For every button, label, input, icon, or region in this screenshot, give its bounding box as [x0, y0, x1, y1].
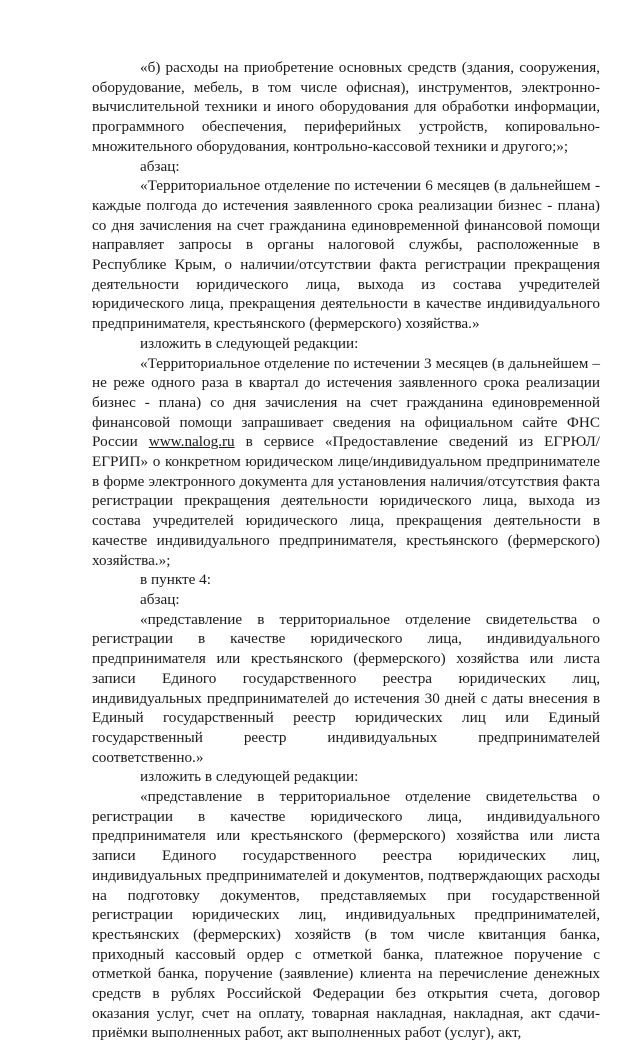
- paragraph-point-4: в пункте 4:: [140, 571, 211, 589]
- paragraph-old-registration: «представление в территориальное отделение свидетельства о регистрации в качестве юридического лица, индивидуального предпринимателя или крестьянского (фермерского) хозяйства или листа записи Единого государственного реестра юридических лиц, индивидуальных предпринимателей до истечения 30 дней с даты внесения в Единый государственный реестр юридических лиц или Единый государственный реестр индивидуальных предпринимателей соответственно.»: [92, 610, 600, 766]
- paragraph-new-3-months: [92, 354, 600, 571]
- paragraph-edit-instruction-1: изложить в следующей редакции:: [140, 334, 359, 352]
- nalog-link[interactable]: www.nalog.ru: [148, 433, 235, 451]
- paragraph-old-6-months: «Территориальное отделение по истечении 6 месяцев (в дальнейшем - каждые полгода до истечения заявленного срока реализации бизнес - плана) со дня зачисления на счет гражданина единовременной финансовой помощи направляет запросы в органы налоговой службы, расположенные в Республике Крым, о наличии/отсутствии факта регистрации прекращения деятельности юридического лица, выхода из состава учредителей юридического лица, прекращения деятельности в качестве индивидуального предпринимателя, крестьянского (фермерского) хозяйства.»: [92, 177, 600, 333]
- paragraph-abzac-2: абзац:: [140, 590, 180, 608]
- document-body: [92, 58, 600, 1043]
- paragraph-expenses: «б) расходы на приобретение основных средств (здания, сооружения, оборудование, мебель, в том числе офисная), инструментов, электронно-вычислительной техники и иного оборудования для обработки информации, программного обеспечения, периферийных устройств, копировально-множительного оборудования, контрольно-кассовой техники и другого;»;: [92, 59, 600, 155]
- paragraph-abzac-1: абзац:: [140, 157, 180, 175]
- para5-text-after-link: в сервисе «Предоставление сведений из ЕГРЮЛ/ЕГРИП» о конкретном юридическом лице/индивидуальном предпринимателе в форме электронного документа для установления наличия/отсутствия факта регистрации прекращения деятельности юридического лица, выхода из состава учредителей юридического лица, прекращения деятельности в качестве индивидуального предпринимателя, крестьянского (фермерского) хозяйства.»;: [92, 433, 601, 569]
- para5-text-before-link: «Территориальное отделение по истечении 3 месяцев (в дальнейшем – не реже одного раза в квартал до истечения заявленного срока реализации бизнес - плана) со дня зачисления на счет гражданина единовременной финансовой помощи запрашивает сведения на официальном сайте ФНС России: [92, 354, 600, 451]
- paragraph-edit-instruction-2: изложить в следующей редакции:: [140, 768, 359, 786]
- paragraph-new-registration: «представление в территориальное отделение свидетельства о регистрации в качестве юридического лица, индивидуального предпринимателя или крестьянского (фермерского) хозяйства или листа записи Единого государственного реестра юридических лиц, индивидуальных предпринимателей и документов, подтверждающих расходы на подготовку документов, представляемых при государственной регистрации юридических лиц, индивидуальных предпринимателей, крестьянских (фермерских) хозяйств (в том числе квитанция банка, приходный кассовый ордер с отметкой банка, платежное поручение с отметкой банка, поручение (заявление) клиента на перечисление денежных средств в рублях Российской Федерации без открытия счета, договор оказания услуг, счет на оплату, товарная накладная, накладная, акт сдачи-приёмки выполненных работ, акт выполненных работ (услуг), акт,: [92, 788, 600, 1042]
